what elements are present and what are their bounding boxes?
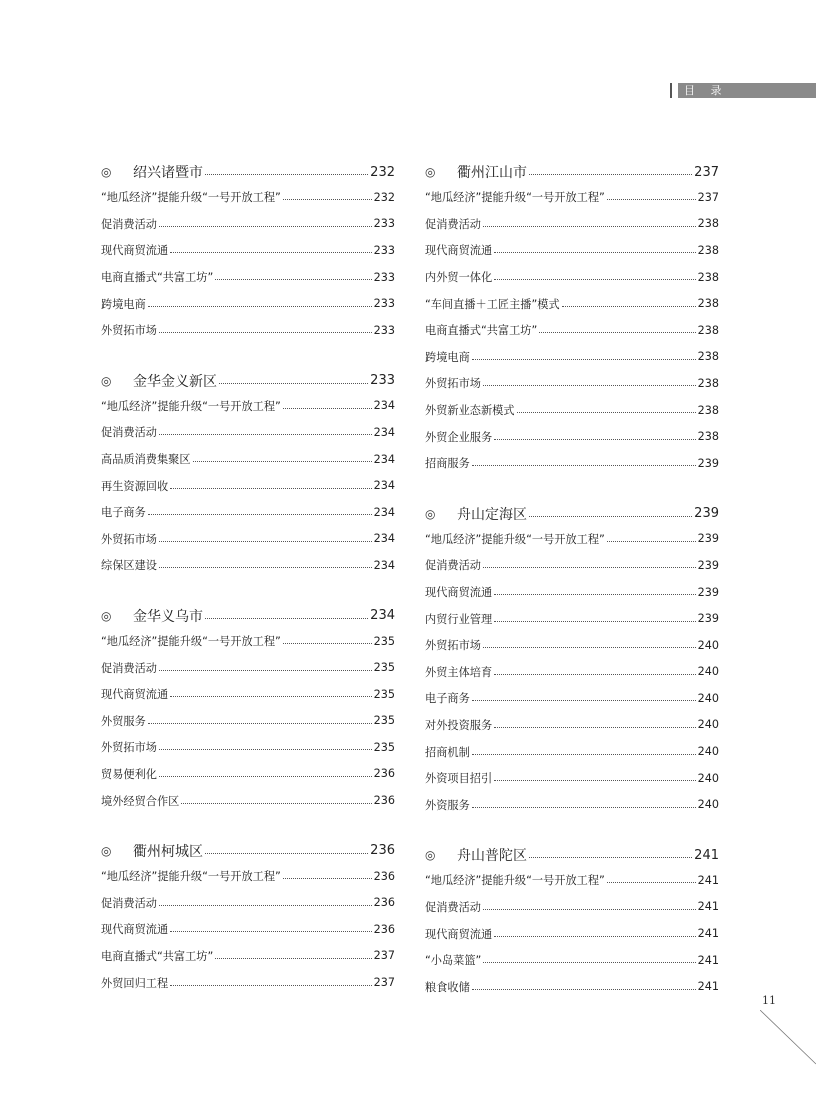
entry-title: 招商服务 (425, 457, 470, 471)
toc-entry[interactable] (425, 765, 719, 792)
dot-leader (483, 646, 696, 648)
dot-leader (529, 515, 692, 517)
dot-leader (219, 382, 368, 384)
toc-entry[interactable] (425, 579, 719, 606)
toc-section-heading[interactable] (425, 843, 719, 867)
toc-section-heading[interactable] (101, 160, 395, 184)
dot-leader (283, 407, 372, 409)
section-page-number: 237 (694, 164, 719, 180)
section-title: 舟山普陀区 (457, 848, 527, 865)
toc-header-tab (670, 83, 816, 98)
entry-page-number: 238 (697, 430, 719, 444)
dot-leader (283, 198, 372, 200)
section-title: 衢州柯城区 (133, 843, 203, 860)
toc-entry[interactable] (425, 791, 719, 818)
toc-entry[interactable] (425, 973, 719, 1000)
entry-page-number: 234 (373, 479, 395, 493)
toc-entry[interactable] (425, 423, 719, 450)
entry-page-number: 234 (373, 425, 395, 439)
entry-title: 促消费活动 (101, 661, 157, 675)
toc-entry[interactable] (101, 446, 395, 473)
dot-leader (170, 930, 372, 932)
entry-title: 贸易便利化 (101, 767, 157, 781)
entry-title: 外贸回归工程 (101, 976, 169, 990)
circle-bullet-icon: ◎ (425, 165, 436, 179)
entry-page-number: 233 (373, 323, 395, 337)
entry-page-number: 241 (697, 980, 719, 994)
entry-title: 促消费活动 (425, 217, 481, 231)
section-page-number: 236 (370, 843, 395, 859)
entry-page-number: 241 (697, 953, 719, 967)
entry-title: 外贸新业态新模式 (425, 404, 515, 418)
toc-entry[interactable] (425, 450, 719, 477)
entry-title: “小岛菜篮” (425, 954, 482, 968)
entry-page-number: 236 (373, 794, 395, 808)
entry-page-number: 238 (697, 217, 719, 231)
dot-leader (205, 617, 368, 619)
dot-leader (494, 438, 696, 440)
entry-page-number: 241 (697, 900, 719, 914)
entry-page-number: 235 (373, 661, 395, 675)
dot-leader (181, 802, 371, 804)
dot-leader (607, 881, 696, 883)
entry-page-number: 238 (697, 243, 719, 257)
dot-leader (483, 384, 696, 386)
entry-title: 现代商贸流通 (425, 244, 493, 258)
entry-page-number: 234 (373, 505, 395, 519)
circle-bullet-icon: ◎ (101, 165, 112, 179)
entry-title: 外贸拓市场 (101, 324, 157, 338)
dot-leader (159, 433, 372, 435)
toc-entry[interactable] (425, 184, 719, 211)
entry-page-number: 233 (373, 217, 395, 231)
toc-entry[interactable] (425, 526, 719, 553)
entry-title: 招商机制 (425, 745, 470, 759)
section-page-number: 241 (694, 847, 719, 863)
toc-section (101, 369, 395, 579)
entry-title: 内外贸一体化 (425, 271, 493, 285)
entry-page-number: 240 (697, 745, 719, 759)
entry-page-number: 239 (697, 585, 719, 599)
section-page-number: 232 (370, 164, 395, 180)
toc-entry[interactable] (101, 211, 395, 238)
toc-section (101, 604, 395, 814)
toc-entry[interactable] (101, 184, 395, 211)
dot-leader (170, 487, 372, 489)
dot-leader (483, 566, 696, 568)
section-title: 绍兴诸暨市 (133, 165, 203, 181)
toc-entry[interactable] (425, 237, 719, 264)
dot-leader (159, 225, 372, 227)
dot-leader (159, 748, 372, 750)
page-number: 11 (762, 994, 776, 1007)
toc-entry[interactable] (425, 370, 719, 397)
toc-section-heading[interactable] (101, 369, 395, 393)
entry-page-number: 235 (373, 714, 395, 728)
circle-bullet-icon: ◎ (425, 848, 436, 863)
toc-header-label: 目 录 (678, 83, 816, 98)
entry-title: 跨境电商 (101, 297, 146, 311)
entry-title: 现代商贸流通 (101, 923, 169, 937)
entry-title: 促消费活动 (101, 217, 157, 231)
entry-title: 境外经贸合作区 (101, 794, 180, 808)
entry-title: 再生资源回收 (101, 479, 169, 493)
toc-entry[interactable] (425, 738, 719, 765)
toc-entry[interactable] (425, 344, 719, 371)
entry-page-number: 238 (697, 403, 719, 417)
dot-leader (215, 278, 371, 280)
section-page-number: 234 (370, 608, 395, 624)
entry-page-number: 240 (697, 798, 719, 812)
toc-section (101, 160, 395, 344)
entry-title: 电商直播式“共富工坊” (101, 949, 214, 963)
dot-leader (215, 957, 371, 959)
circle-bullet-icon: ◎ (425, 506, 436, 521)
entry-page-number: 239 (697, 532, 719, 546)
toc-entry[interactable] (425, 685, 719, 712)
toc-entry[interactable] (101, 761, 395, 788)
entry-title: 外资服务 (425, 798, 470, 812)
section-title: 金华义乌市 (133, 608, 203, 625)
entry-title: 外贸拓市场 (101, 532, 157, 546)
dot-leader (494, 726, 696, 728)
dot-leader (159, 540, 372, 542)
dot-leader (529, 856, 692, 858)
entry-page-number: 235 (373, 740, 395, 754)
dot-leader (159, 331, 372, 333)
toc-section (425, 843, 719, 1000)
dot-leader (494, 935, 696, 937)
toc-entry[interactable] (101, 863, 395, 890)
entry-page-number: 234 (373, 399, 395, 413)
entry-page-number: 240 (697, 691, 719, 705)
dot-leader (472, 988, 696, 990)
entry-page-number: 237 (373, 949, 395, 963)
dot-leader (159, 775, 372, 777)
toc-entry[interactable] (425, 712, 719, 739)
entry-page-number: 238 (697, 350, 719, 364)
toc-entry[interactable] (101, 526, 395, 553)
section-title: 舟山定海区 (457, 506, 527, 523)
entry-title: “车间直播＋工匠主播”模式 (425, 297, 560, 311)
toc-section (425, 160, 719, 477)
entry-title: 电子商务 (425, 692, 470, 706)
section-title: 衢州江山市 (457, 165, 527, 181)
toc-entry[interactable] (101, 290, 395, 317)
dot-leader (472, 753, 696, 755)
dot-leader (529, 173, 692, 175)
dot-leader (283, 877, 372, 879)
entry-title: 跨境电商 (425, 350, 470, 364)
entry-page-number: 236 (373, 869, 395, 883)
entry-page-number: 239 (697, 456, 719, 470)
header-divider (670, 83, 672, 98)
dot-leader (562, 305, 696, 307)
dot-leader (148, 722, 372, 724)
toc-entry[interactable] (425, 632, 719, 659)
toc-entry[interactable] (101, 943, 395, 970)
entry-title: 电商直播式“共富工坊” (425, 324, 538, 338)
entry-page-number: 237 (373, 976, 395, 990)
entry-page-number: 241 (697, 873, 719, 887)
toc-entry[interactable] (101, 552, 395, 579)
entry-page-number: 240 (697, 638, 719, 652)
section-title: 金华金义新区 (133, 373, 217, 390)
entry-page-number: 237 (697, 190, 719, 204)
entry-title: “地瓜经济”提能升级“一号开放工程” (101, 191, 281, 205)
dot-leader (472, 806, 696, 808)
dot-leader (483, 225, 696, 227)
circle-bullet-icon: ◎ (101, 373, 112, 388)
entry-title: 外贸拓市场 (425, 377, 481, 391)
section-page-number: 233 (370, 373, 395, 389)
entry-page-number: 238 (697, 376, 719, 390)
entry-title: 促消费活动 (101, 896, 157, 910)
toc-entry[interactable] (425, 290, 719, 317)
dot-leader (170, 984, 372, 986)
dot-leader (494, 278, 696, 280)
entry-title: 内贸行业管理 (425, 612, 493, 626)
dot-leader (148, 305, 372, 307)
toc-entry[interactable] (101, 681, 395, 708)
toc-column-left (101, 160, 395, 1021)
entry-page-number: 238 (697, 270, 719, 284)
entry-page-number: 233 (373, 243, 395, 257)
dot-leader (205, 173, 368, 175)
entry-title: 现代商贸流通 (101, 688, 169, 702)
entry-title: 电子商务 (101, 506, 146, 520)
circle-bullet-icon: ◎ (101, 608, 112, 623)
entry-page-number: 236 (373, 767, 395, 781)
dot-leader (483, 961, 695, 963)
entry-page-number: 240 (697, 665, 719, 679)
toc-entry[interactable] (425, 867, 719, 894)
entry-title: 综保区建设 (101, 559, 157, 573)
entry-title: “地瓜经济”提能升级“一号开放工程” (425, 191, 605, 205)
entry-title: 促消费活动 (101, 426, 157, 440)
toc-section-heading[interactable] (425, 160, 719, 184)
toc-entry[interactable] (101, 787, 395, 814)
dot-leader (472, 358, 696, 360)
entry-title: 现代商贸流通 (425, 586, 493, 600)
entry-page-number: 233 (373, 297, 395, 311)
entry-page-number: 241 (697, 927, 719, 941)
toc-section-heading[interactable] (101, 604, 395, 628)
entry-title: 外贸拓市场 (425, 639, 481, 653)
toc-entry[interactable] (425, 264, 719, 291)
dot-leader (517, 411, 696, 413)
toc-entry[interactable] (425, 552, 719, 579)
entry-title: 外贸拓市场 (101, 741, 157, 755)
dot-leader (472, 464, 696, 466)
toc-section (425, 502, 719, 819)
entry-title: 电商直播式“共富工坊” (101, 271, 214, 285)
dot-leader (205, 852, 368, 854)
dot-leader (472, 699, 696, 701)
entry-title: 现代商贸流通 (425, 927, 493, 941)
entry-page-number: 240 (697, 718, 719, 732)
dot-leader (539, 331, 695, 333)
entry-title: 促消费活动 (425, 559, 481, 573)
entry-page-number: 236 (373, 896, 395, 910)
dot-leader (170, 695, 372, 697)
toc-entry[interactable] (101, 889, 395, 916)
entry-title: 现代商贸流通 (101, 244, 169, 258)
entry-title: “地瓜经济”提能升级“一号开放工程” (425, 874, 605, 888)
toc-entry[interactable] (101, 628, 395, 655)
entry-page-number: 233 (373, 270, 395, 284)
dot-leader (148, 513, 372, 515)
dot-leader (494, 779, 696, 781)
entry-page-number: 235 (373, 687, 395, 701)
entry-title: 外贸服务 (101, 714, 146, 728)
entry-title: 外贸企业服务 (425, 430, 493, 444)
toc-entry[interactable] (425, 920, 719, 947)
toc-entry[interactable] (101, 708, 395, 735)
entry-page-number: 240 (697, 771, 719, 785)
entry-title: 对外投资服务 (425, 718, 493, 732)
dot-leader (193, 460, 372, 462)
entry-title: 高品质消费集聚区 (101, 453, 191, 467)
toc-entry[interactable] (101, 317, 395, 344)
entry-page-number: 235 (373, 634, 395, 648)
circle-bullet-icon: ◎ (101, 843, 112, 858)
dot-leader (170, 251, 372, 253)
dot-leader (159, 904, 372, 906)
dot-leader (494, 673, 696, 675)
toc-entry[interactable] (101, 969, 395, 996)
entry-page-number: 238 (697, 323, 719, 337)
toc-section (101, 839, 395, 996)
entry-page-number: 234 (373, 452, 395, 466)
toc-entry[interactable] (101, 472, 395, 499)
entry-title: “地瓜经济”提能升级“一号开放工程” (101, 635, 281, 649)
entry-title: “地瓜经济”提能升级“一号开放工程” (425, 532, 605, 546)
toc-entry[interactable] (425, 211, 719, 238)
toc-entry[interactable] (425, 659, 719, 686)
dot-leader (159, 669, 372, 671)
entry-page-number: 239 (697, 612, 719, 626)
section-page-number: 239 (694, 506, 719, 522)
dot-leader (494, 593, 696, 595)
dot-leader (607, 198, 696, 200)
toc-entry[interactable] (101, 419, 395, 446)
toc-entry[interactable] (425, 397, 719, 424)
entry-title: 外贸主体培育 (425, 665, 493, 679)
entry-title: “地瓜经济”提能升级“一号开放工程” (101, 870, 281, 884)
toc-entry[interactable] (101, 734, 395, 761)
dot-leader (283, 642, 372, 644)
entry-title: 外资项目招引 (425, 772, 493, 786)
dot-leader (494, 251, 696, 253)
dot-leader (159, 566, 372, 568)
entry-title: “地瓜经济”提能升级“一号开放工程” (101, 399, 281, 413)
toc-entry[interactable] (425, 605, 719, 632)
toc-entry[interactable] (425, 894, 719, 921)
entry-page-number: 232 (373, 190, 395, 204)
entry-title: 粮食收储 (425, 980, 470, 994)
entry-page-number: 234 (373, 532, 395, 546)
toc-entry[interactable] (425, 317, 719, 344)
toc-section-heading[interactable] (101, 839, 395, 863)
toc-entry[interactable] (101, 237, 395, 264)
toc-entry[interactable] (101, 393, 395, 420)
corner-decoration-line (760, 1010, 816, 1070)
dot-leader (494, 620, 696, 622)
entry-page-number: 236 (373, 922, 395, 936)
toc-entry[interactable] (101, 654, 395, 681)
entry-page-number: 238 (697, 297, 719, 311)
entry-title: 促消费活动 (425, 900, 481, 914)
toc-entry[interactable] (101, 499, 395, 526)
toc-section-heading[interactable] (425, 502, 719, 526)
toc-entry[interactable] (101, 916, 395, 943)
toc-column-right (425, 160, 719, 1025)
dot-leader (607, 540, 696, 542)
toc-entry[interactable] (425, 947, 719, 974)
toc-entry[interactable] (101, 264, 395, 291)
entry-page-number: 239 (697, 558, 719, 572)
entry-page-number: 234 (373, 558, 395, 572)
dot-leader (483, 908, 696, 910)
